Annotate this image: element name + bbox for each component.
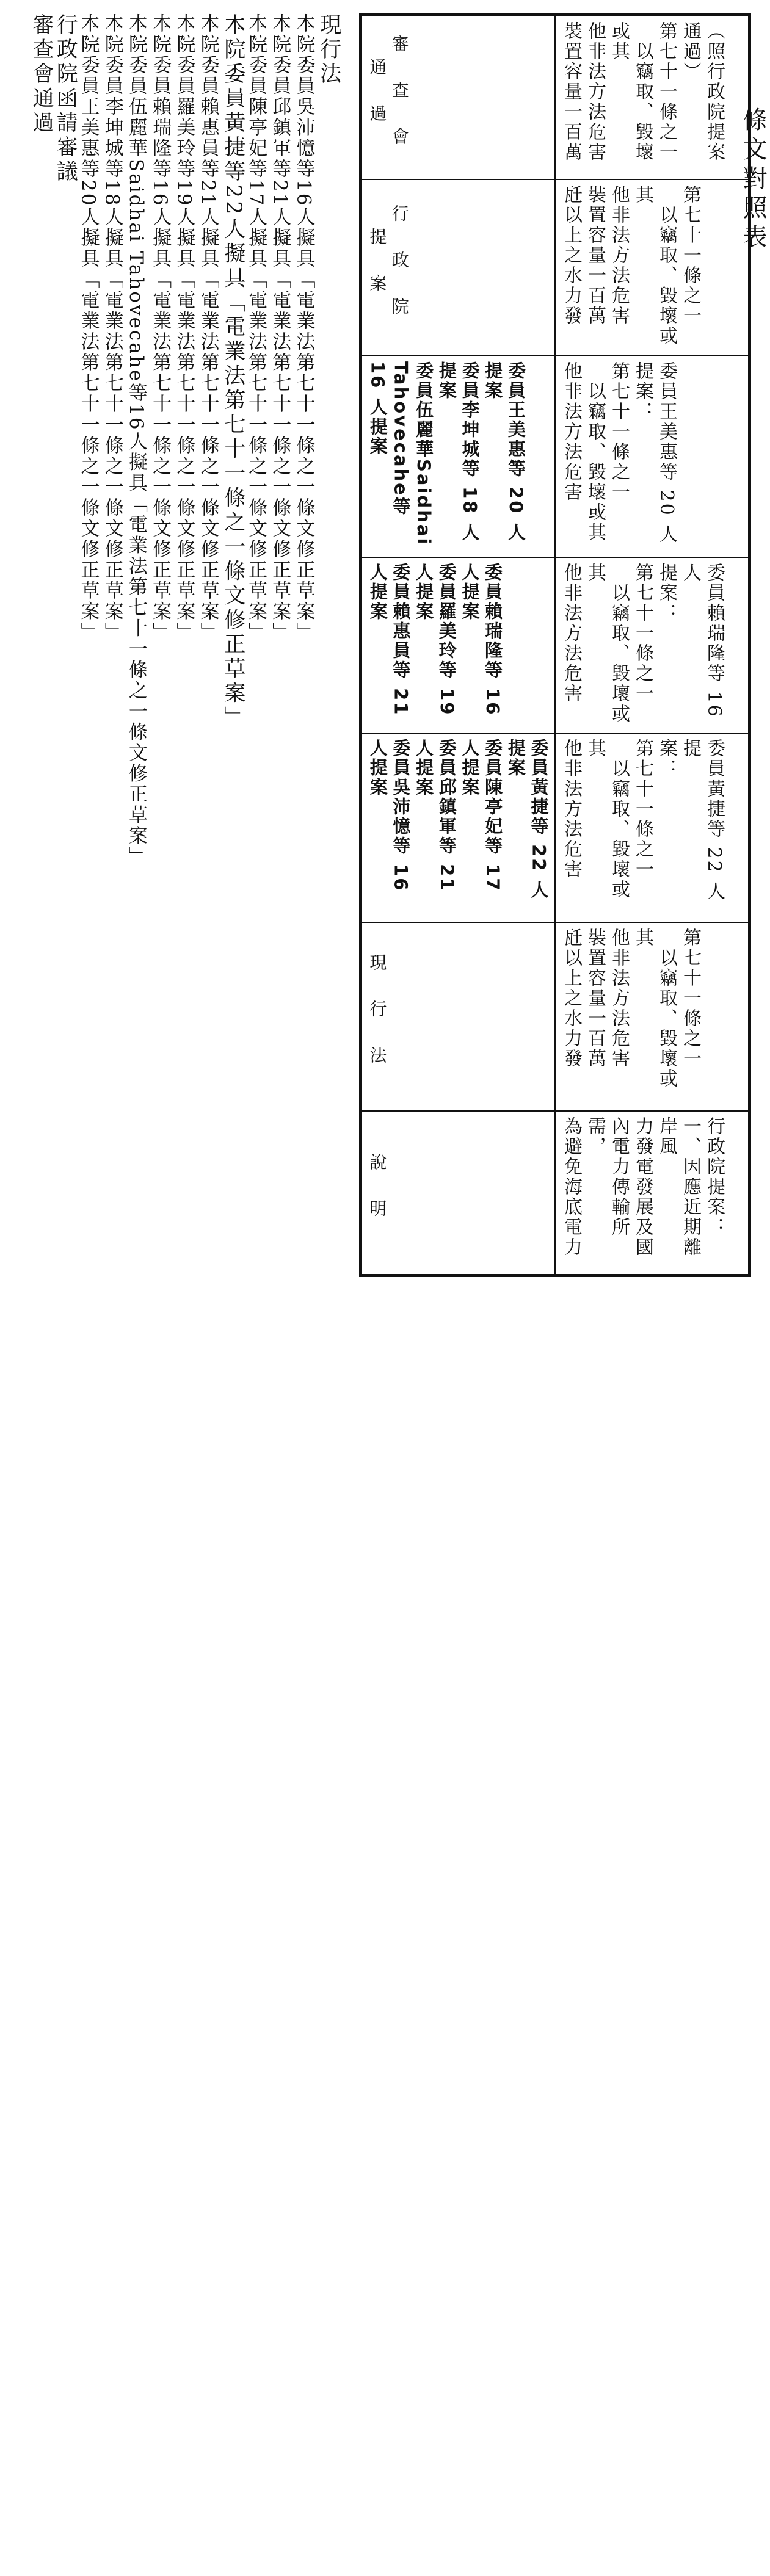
table-row-group-huang [361,733,749,922]
body-cell-text: 委員黃捷等 22 人提 案： 第七十一條之一 以竊取、毀壞或其 他非法方法危害 [561,739,725,902]
body-cell-text: 第七十一條之一 以竊取、毀壞或其 他非法方法危害 裝置容量一百萬 瓩以上之水力發 [561,185,701,347]
table-header-cell [361,1111,555,1275]
body-cell-text: 委員賴瑞隆等 16 人 提案： 第七十一條之一 以竊取、毀壞或其 他非法方法危害 [561,562,725,724]
header-cell-text: 委員王美惠等 20 人提案 委員李坤城等 18 人提案 委員伍麗華Saidhai Tahovecahe等 16 人提案 [367,361,526,546]
table-body-cell [555,557,749,734]
table-row-committee [361,16,749,179]
table-header-cell [361,16,555,179]
header-column: 本院委員李坤城等18人擬具「電業法第七十一條之一條文修正草案」 [101,13,123,643]
header-cell-text: 現行法 [367,953,388,1093]
header-column: 審查會通過 [29,13,54,136]
table-header-cell [361,922,555,1111]
table-row-explanation [361,1111,749,1275]
body-cell-text: 第七十一條之一 以竊取、毀壞或其 他非法方法危害 裝置容量一百萬 瓩以上之水力發 [561,927,701,1089]
table-body-cell [555,922,749,1111]
table-row-group-lai [361,557,749,734]
header-column: 本院委員陳亭妃等17人擬具「電業法第七十一條之一條文修正草案」 [245,13,267,643]
table-row-executive [361,179,749,356]
header-column: 本院委員黃捷等22人擬具「電業法第七十一條之一條文修正草案」 [220,13,245,731]
table-body-cell [555,356,749,557]
comparison-table [359,13,751,1277]
header-column: 本院委員吳沛憶等16人擬具「電業法第七十一條之一條文修正草案」 [292,13,315,643]
table-body-cell [555,1111,749,1275]
header-cell-text: 行政院提案 [367,204,410,344]
table-body-cell [555,16,749,179]
header-column: 本院委員王美惠等20人擬具「電業法第七十一條之一條文修正草案」 [77,13,100,643]
table-body-cell [555,179,749,356]
header-column: 本院委員邱鎮軍等21人擬具「電業法第七十一條之一條文修正草案」 [269,13,291,643]
table-body-cell [555,733,749,922]
body-cell-text: （照行政院提案通過） 第七十一條之一 以竊取、毀壞或其 他非法方法危害 裝置容量一百萬 [561,21,725,162]
table-header-cell [361,557,555,734]
header-column: 行政院函請審議 [53,13,78,184]
header-column: 本院委員賴惠員等21人擬具「電業法第七十一條之一條文修正草案」 [197,13,219,643]
body-cell-text: 委員王美惠等 20 人 提案： 第七十一條之一 以竊取、毀壞或其 他非法方法危害 [561,361,677,545]
document-title: 條文對照表 [739,107,767,253]
header-column: 本院委員羅美玲等19人擬具「電業法第七十一條之一條文修正草案」 [173,13,195,643]
header-cell-text: 委員賴瑞隆等 16 人提案 委員羅美玲等 19 人提案 委員賴惠員等 21 人提案 [367,562,504,717]
table-row-current-law [361,922,749,1111]
table-header-cell [361,356,555,557]
table-header-cell [361,733,555,922]
header-column: 本院委員伍麗華Saidhai Tahovecahe等16人擬具「電業法第七十一條之一條文修正草案」 [125,13,147,867]
header-column: 現行法 [316,13,341,87]
header-cell-text: 審查會通過 [367,35,410,175]
body-cell-text: 行政院提案： 一、因應近期離岸風 力發電發展及國 內電力傳輸所需， 為避免海底電力 [561,1116,725,1257]
header-column: 本院委員賴瑞隆等16人擬具「電業法第七十一條之一條文修正草案」 [149,13,172,643]
header-cell-text: 委員黃捷等 22 人提案 委員陳亭妃等 17 人提案 委員邱鎮軍等 21 人提案 委員吳沛憶等 16 人提案 [367,739,550,900]
header-cell-text: 說明 [367,1152,388,1246]
table-header-cell [361,179,555,356]
document-header [31,13,342,1173]
table-row-group-wang [361,356,749,557]
